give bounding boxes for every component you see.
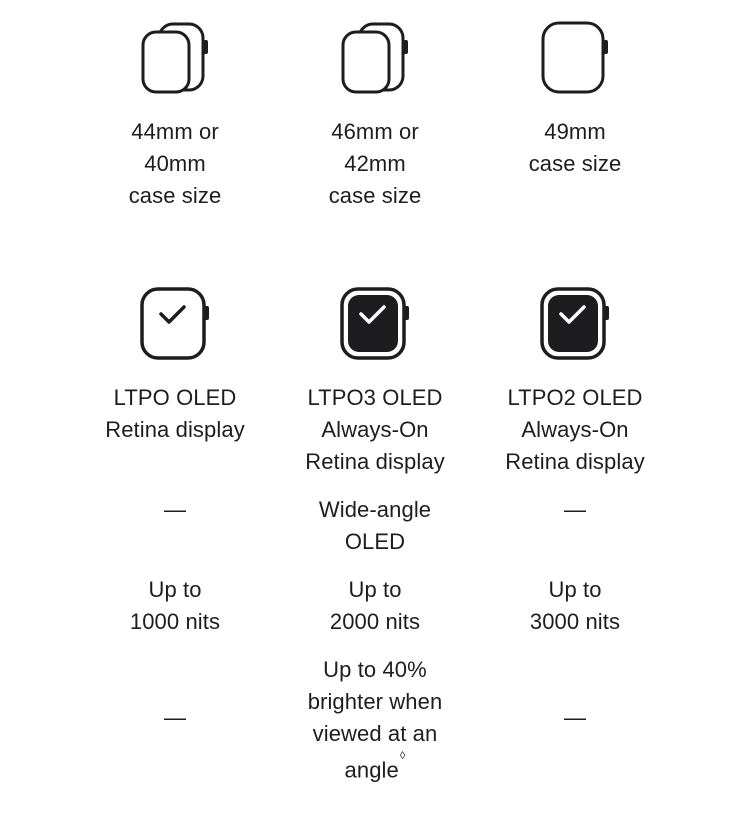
watch-display-filled-icon: [275, 284, 475, 364]
angle-brightness-text: —: [163, 705, 187, 730]
angle-brightness-text: Up to 40% brighter when viewed at an angle◊: [307, 657, 443, 783]
double-watch-case-icon: [275, 18, 475, 98]
comparison-column-3: [475, 0, 675, 813]
wide-angle-text: Wide-angle OLED: [318, 497, 432, 554]
display-type-text: LTPO OLED Retina display: [105, 385, 245, 442]
brightness-text: Up to 2000 nits: [329, 577, 421, 634]
watch-display-filled-icon: [475, 284, 675, 364]
comparison-column-1: [75, 0, 275, 813]
case-size-text: 46mm or 42mm case size: [328, 119, 422, 208]
wide-angle-text: —: [563, 497, 587, 522]
case-size-text: 44mm or 40mm case size: [128, 119, 222, 208]
display-type-text: LTPO3 OLED Always-On Retina display: [305, 385, 445, 474]
single-watch-case-icon: [475, 18, 675, 98]
brightness-text: Up to 3000 nits: [529, 577, 621, 634]
double-watch-case-icon: [75, 18, 275, 98]
watch-comparison-grid: [75, 0, 675, 813]
footnote-marker[interactable]: ◊: [399, 750, 406, 762]
wide-angle-text: —: [163, 497, 187, 522]
angle-word: angle: [344, 757, 399, 783]
display-type-text: LTPO2 OLED Always-On Retina display: [505, 385, 645, 474]
case-size-text: 49mm case size: [528, 119, 622, 176]
comparison-column-2: [275, 0, 475, 813]
brightness-text: Up to 1000 nits: [129, 577, 221, 634]
angle-brightness-text: —: [563, 705, 587, 730]
watch-display-outline-icon: [75, 284, 275, 364]
